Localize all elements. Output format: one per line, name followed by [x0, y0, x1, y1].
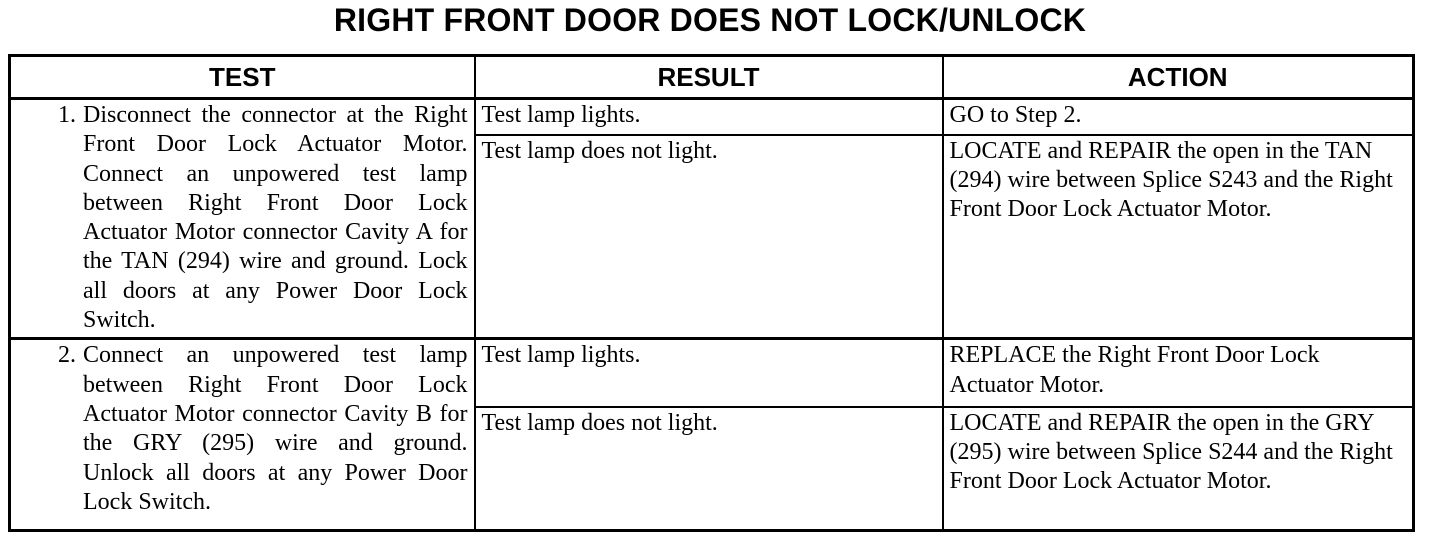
header-test: TEST [10, 56, 475, 99]
table-row [10, 99, 1414, 135]
test-instructions: Connect an unpowered test lamp between Right Front Door Lock Actuator Motor connector Cavity B for the GRY (295) wire and ground. Unlock all doors at any Power Door Lock Switch. [83, 342, 468, 515]
page-title: RIGHT FRONT DOOR DOES NOT LOCK/UNLOCK [333, 2, 1087, 38]
header-action: ACTION [943, 56, 1414, 99]
action-cell: LOCATE and REPAIR the open in the GRY (295) wire between Splice S244 and the Right Front Door Lock Actuator Motor. [943, 407, 1414, 531]
step-number: 2. [58, 342, 76, 369]
diagnostic-table [8, 54, 1415, 532]
result-cell: Test lamp lights. [475, 99, 943, 135]
header-row [10, 56, 1414, 99]
test-cell-step-1 [10, 99, 475, 339]
action-cell: LOCATE and REPAIR the open in the TAN (294) wire between Splice S243 and the Right Front Door Lock Actuator Motor. [943, 135, 1414, 339]
header-result: RESULT [475, 56, 943, 99]
action-cell: GO to Step 2. [943, 99, 1414, 135]
test-cell-step-2 [10, 339, 475, 531]
test-instructions: Disconnect the connector at the Right Front Door Lock Actuator Motor. Connect an unpowered test lamp between Right Front Door Lock Actuator Motor connector Cavity A for the TAN (294) wire and ground. Lock all doors at any Power Door Lock Switch. [83, 102, 468, 334]
step-number: 1. [58, 102, 76, 128]
result-cell: Test lamp does not light. [475, 407, 943, 531]
result-cell: Test lamp does not light. [475, 135, 943, 339]
action-cell: REPLACE the Right Front Door Lock Actuator Motor. [943, 339, 1414, 407]
table-row [10, 339, 1414, 407]
result-cell: Test lamp lights. [475, 339, 943, 407]
